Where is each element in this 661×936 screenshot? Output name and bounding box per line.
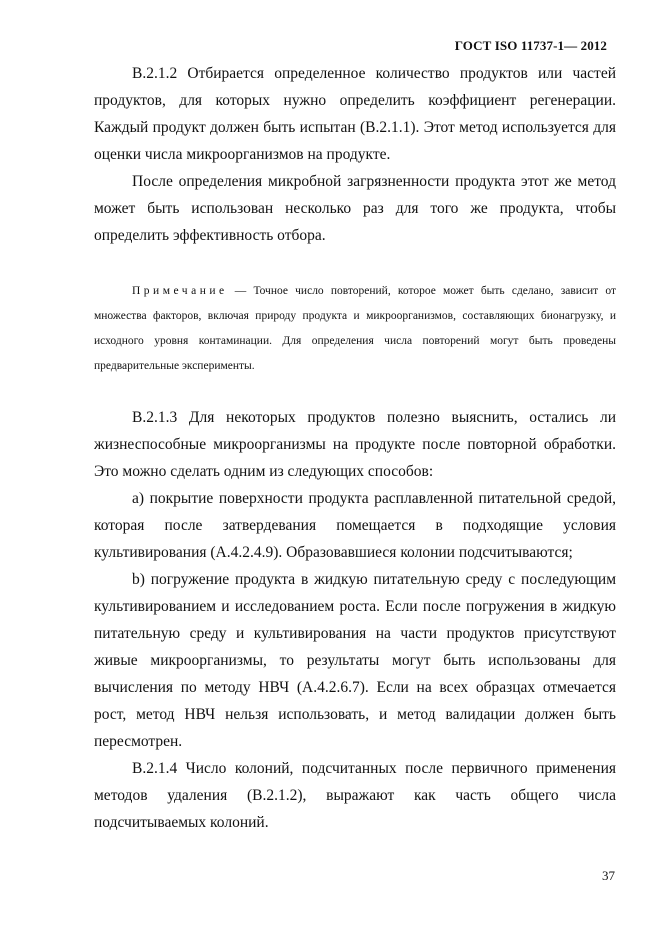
- paragraph-b213: В.2.1.3 Для некоторых продуктов полезно выяснить, остались ли жизнеспособные микроорганизмы на продукте после повторной обработки. Это можно сделать одним из следующих способов:: [94, 409, 616, 480]
- document-body: [94, 60, 616, 836]
- page-number: 37: [602, 868, 615, 883]
- list-item-a: а) покрытие поверхности продукта расплавленной питательной средой, которая после затвердевания помещается в подходящие условия культивирования (А.4.2.4.9). Образовавшиеся колонии подсчитываются;: [94, 490, 616, 561]
- note-label: Примечание: [132, 285, 228, 297]
- paragraph-microbial-load: После определения микробной загрязненности продукта этот же метод может быть использован несколько раз для того же продукта, чтобы определить эффективность отбора.: [94, 173, 616, 244]
- list-item-b: b) погружение продукта в жидкую питательную среду с последующим культивированием и исследованием роста. Если после погружения в жидкую питательную среду и культивирования на части продуктов присутствуют живые микроорганизмы, то результаты могут быть использованы для вычисления по методу НВЧ (А.4.2.6.7). Если на всех образцах отмечается рост, метод НВЧ нельзя использовать, и метод валидации должен быть пересмотрен.: [94, 571, 616, 750]
- note-text: — Точное число повторений, которое может быть сделано, зависит от множества факторов, включая природу продукта и микроорганизмов, составляющих бионагрузку, и исходного уровня контаминации. Для определения числа повторений могут быть проведены предварительные эксперименты.: [94, 285, 616, 372]
- paragraph-b214: В.2.1.4 Число колоний, подсчитанных после первичного применения методов удаления (В.2.1.2), выражают как часть общего числа подсчитываемых колоний.: [94, 760, 616, 831]
- document-header: ГОСТ ISO 11737-1— 2012: [454, 38, 607, 53]
- paragraph-b212: В.2.1.2 Отбирается определенное количество продуктов или частей продуктов, для которых нужно определить коэффициент регенерации. Каждый продукт должен быть испытан (В.2.1.1). Этот метод используется для оценки числа микроорганизмов на продукте.: [94, 65, 616, 163]
- note-block: [94, 279, 616, 379]
